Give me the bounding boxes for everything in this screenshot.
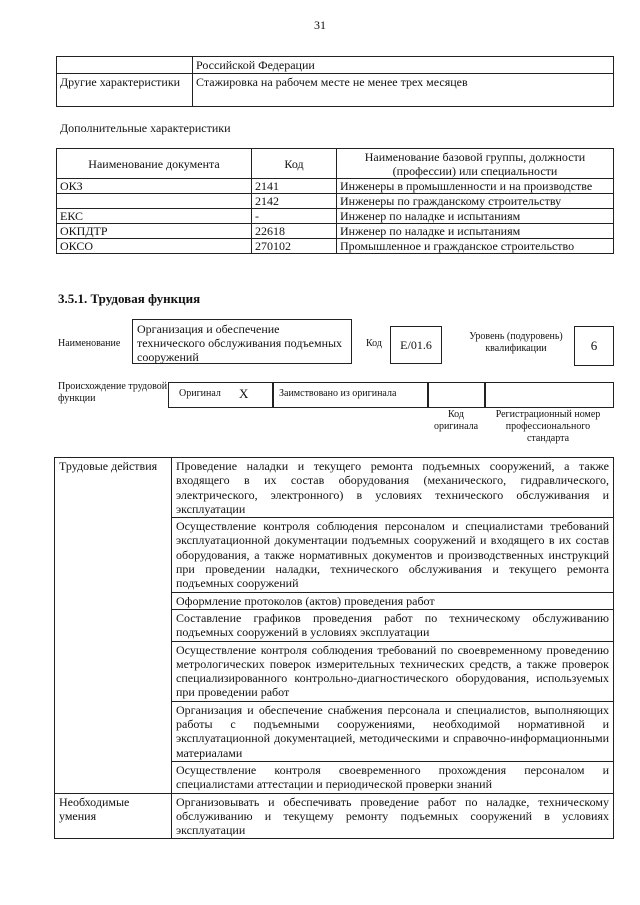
labor-action: Осуществление контроля соблюдения персоналом и специалистами требований эксплуатационной документации подъемных сооружений и входящего в их состав оборудования, а также нормативных документов и производственных инструкций при проведении наладки, технического обслуживания и текущего ремонта подъемных сооружений bbox=[172, 518, 614, 592]
table-cell: Российской Федерации bbox=[193, 57, 614, 74]
labor-function-table bbox=[54, 457, 614, 839]
row-label: Необходимые умения bbox=[55, 793, 172, 839]
labor-action: Осуществление контроля своевременного прохождения персоналом и специалистами аттестации и периодической проверки знаний bbox=[172, 761, 614, 793]
table-cell: - bbox=[252, 209, 337, 224]
labor-action: Проведение наладки и текущего ремонта подъемных сооружений, а также входящего в их состав оборудования (механического, гидравлического, электрического, электронного) в условиях технического обслуживания и эксплуатации bbox=[172, 458, 614, 518]
table-row bbox=[55, 458, 614, 518]
table-cell: 270102 bbox=[252, 239, 337, 254]
table-cell: 2142 bbox=[252, 194, 337, 209]
table-cell: Инженер по наладке и испытаниям bbox=[337, 224, 614, 239]
skill-item: Организовывать и обеспечивать проведение работ по наладке, техническому обслуживанию и текущему ремонту подъемных сооружений в условиях эксплуатации bbox=[172, 793, 614, 839]
table-row bbox=[55, 793, 614, 839]
table-cell: ОКСО bbox=[57, 239, 252, 254]
table-row bbox=[57, 239, 614, 254]
table-row bbox=[57, 224, 614, 239]
function-title: 3.5.1. Трудовая функция bbox=[58, 291, 201, 306]
table-cell: 22618 bbox=[252, 224, 337, 239]
table-cell: ОКЗ bbox=[57, 179, 252, 194]
page-number: 31 bbox=[314, 18, 326, 32]
function-name-box: Организация и обеспечение технического обслуживания подъемных сооружений bbox=[132, 319, 352, 364]
column-header: Наименование базовой группы, должности (профессии) или специальности bbox=[337, 149, 614, 179]
column-header: Наименование документа bbox=[57, 149, 252, 179]
reg-number-box bbox=[484, 382, 614, 408]
table-cell: Промышленное и гражданское строительство bbox=[337, 239, 614, 254]
table-cell: ОКПДТР bbox=[57, 224, 252, 239]
section-heading: Дополнительные характеристики bbox=[60, 121, 231, 135]
original-mark: X bbox=[239, 386, 249, 401]
labor-action: Оформление протоколов (актов) проведения работ bbox=[172, 592, 614, 609]
borrowed-label: Заимствовано из оригинала bbox=[279, 388, 397, 399]
reg-number-caption: Регистрационный номер профессионального стандарта bbox=[495, 409, 601, 444]
labor-action: Организация и обеспечение снабжения персонала и специалистов, выполняющих работы с подъемными сооружениями, необходимой нормативной и эксплуатационной документацией, методическими и справочно-информационными материалами bbox=[172, 701, 614, 761]
labor-action: Осуществление контроля соблюдения требований по своевременному проведению метрологических поверок измерительных технических средств, а также проверок специализированного контрольно-диагностического оборудования, используемых при проведении работ bbox=[172, 641, 614, 701]
table-cell bbox=[57, 194, 252, 209]
row-label: Трудовые действия bbox=[55, 458, 172, 794]
table-cell: Инженеры по гражданскому строительству bbox=[337, 194, 614, 209]
original-label: Оригинал bbox=[179, 388, 221, 399]
code-original-box bbox=[427, 382, 486, 408]
code-label: Код bbox=[366, 338, 382, 349]
table-row bbox=[57, 209, 614, 224]
table-cell: Инженер по наладке и испытаниям bbox=[337, 209, 614, 224]
labor-action: Составление графиков проведения работ по техническому обслуживанию подъемных сооружений в условиях эксплуатации bbox=[172, 609, 614, 641]
column-header: Код bbox=[252, 149, 337, 179]
additional-characteristics-table bbox=[56, 148, 614, 254]
origin-label: Происхождение трудовой функции bbox=[58, 381, 168, 404]
table-row bbox=[57, 194, 614, 209]
borrowed-box bbox=[272, 382, 429, 408]
table-cell: Стажировка на рабочем месте не менее трех месяцев bbox=[193, 74, 614, 107]
table-cell: 2141 bbox=[252, 179, 337, 194]
empty-cell bbox=[57, 57, 193, 74]
table-cell: ЕКС bbox=[57, 209, 252, 224]
table-row bbox=[57, 179, 614, 194]
name-label: Наименование bbox=[58, 338, 121, 349]
table-cell: Инженеры в промышленности и на производстве bbox=[337, 179, 614, 194]
table-cell: Другие характеристики bbox=[57, 74, 193, 107]
function-code-box: E/01.6 bbox=[390, 326, 442, 364]
top-table bbox=[56, 56, 614, 107]
level-value-box: 6 bbox=[574, 326, 614, 366]
level-label: Уровень (подуровень) квалификации bbox=[469, 331, 563, 354]
original-box bbox=[168, 382, 274, 408]
code-original-caption: Код оригинала bbox=[433, 409, 479, 432]
